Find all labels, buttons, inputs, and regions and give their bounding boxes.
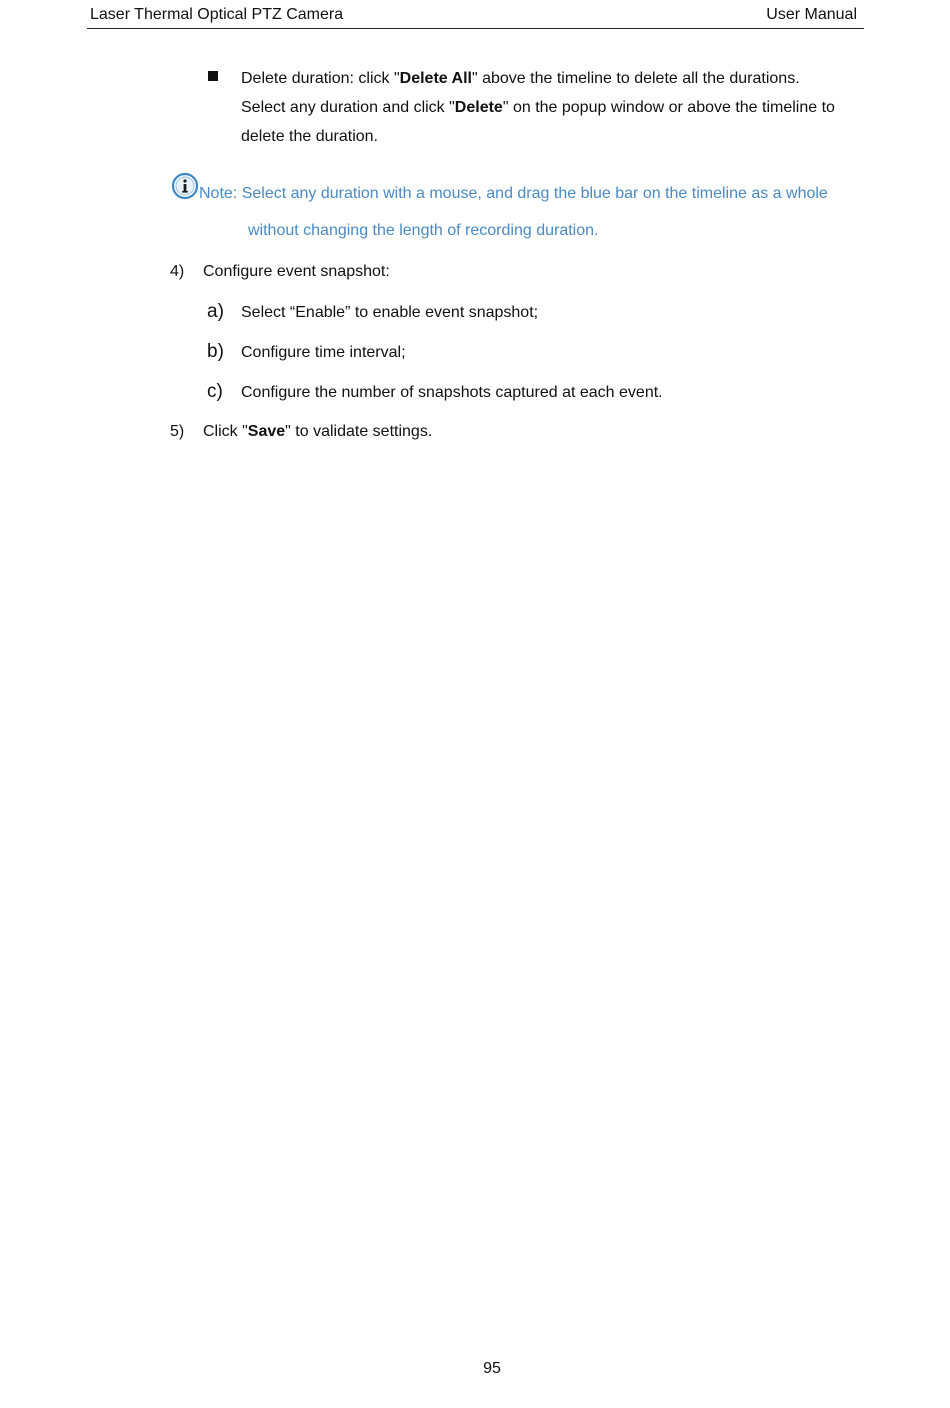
substep-text: Configure the number of snapshots captured at each event. xyxy=(241,384,663,401)
save-label: Save xyxy=(247,423,286,440)
square-bullet-icon xyxy=(208,71,218,81)
step-number: 5) xyxy=(170,423,185,440)
note-text-line-2: without changing the length of recording duration. xyxy=(248,222,599,239)
page-number: 95 xyxy=(483,1360,501,1377)
substep-letter: b) xyxy=(207,341,224,362)
document-type: User Manual xyxy=(766,6,857,23)
delete-all-label: Delete All xyxy=(399,70,472,87)
step-text: Configure event snapshot: xyxy=(203,263,390,280)
substep-letter: c) xyxy=(207,381,223,402)
bullet-line-1: Delete duration: click "Delete All" above the timeline to delete all the durations. xyxy=(241,70,800,87)
step-text: Click "Save" to validate settings. xyxy=(203,423,433,440)
substep-text: Configure time interval; xyxy=(241,344,406,361)
substep-text: Select “Enable” to enable event snapshot; xyxy=(241,304,539,321)
bullet-line-2: Select any duration and click "Delete" on the popup window or above the timeline to xyxy=(241,99,835,116)
bullet-text xyxy=(241,64,871,151)
bullet-line-3: delete the duration. xyxy=(241,128,378,145)
delete-label: Delete xyxy=(454,99,503,116)
document-title: Laser Thermal Optical PTZ Camera xyxy=(90,6,344,23)
step-number: 4) xyxy=(170,263,185,280)
page-header xyxy=(87,0,864,29)
info-icon xyxy=(171,172,199,200)
note-text-line-1: Note: Select any duration with a mouse, and drag the blue bar on the timeline as a whole xyxy=(199,185,828,202)
substep-letter: a) xyxy=(207,301,224,322)
